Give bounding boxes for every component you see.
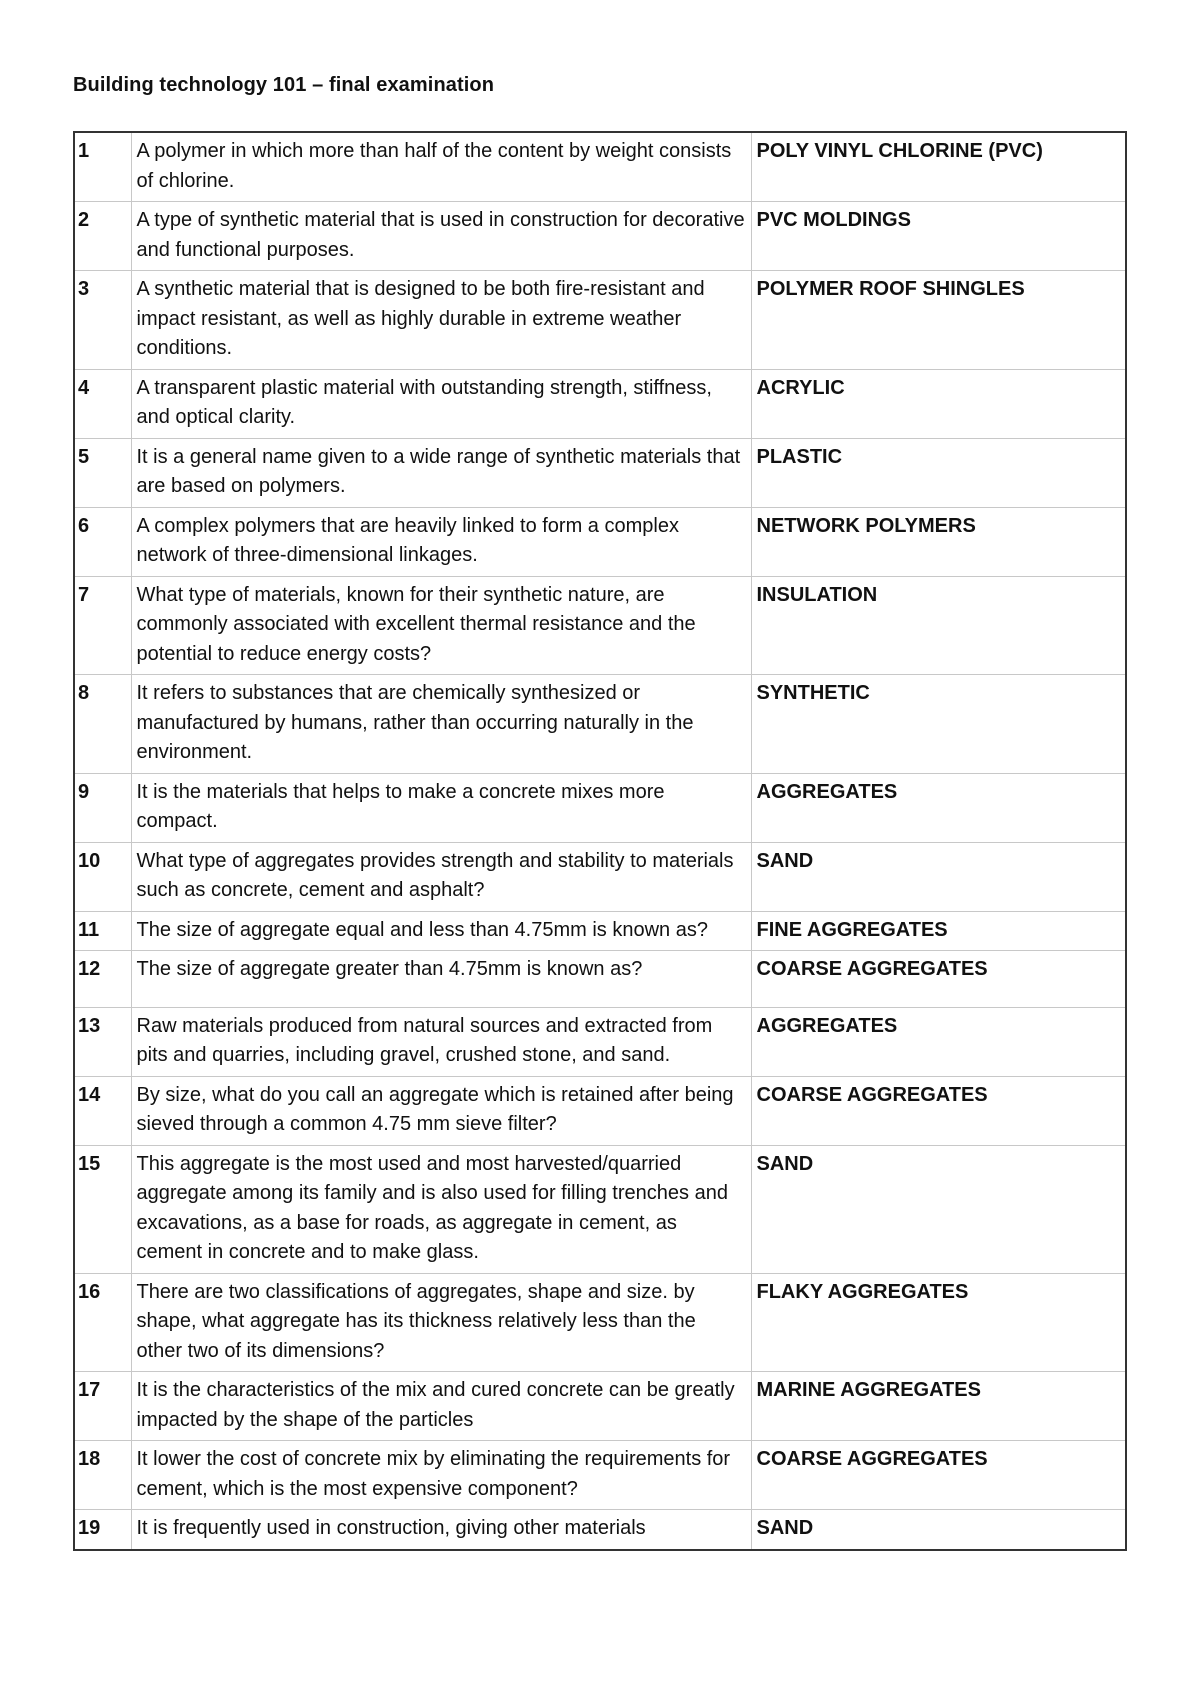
answer-text: INSULATION [751, 576, 1126, 675]
answer-text: PVC MOLDINGS [751, 202, 1126, 271]
table-row [74, 1372, 1126, 1441]
question-number: 14 [74, 1076, 131, 1145]
question-text: It is the materials that helps to make a concrete mixes more compact. [131, 773, 751, 842]
question-number: 8 [74, 675, 131, 774]
question-number: 7 [74, 576, 131, 675]
table-row [74, 1273, 1126, 1372]
question-text: By size, what do you call an aggregate which is retained after being sieved through a common 4.75 mm sieve filter? [131, 1076, 751, 1145]
question-text: What type of materials, known for their synthetic nature, are commonly associated with excellent thermal resistance and the potential to reduce energy costs? [131, 576, 751, 675]
question-number: 17 [74, 1372, 131, 1441]
question-number: 5 [74, 438, 131, 507]
question-text: The size of aggregate greater than 4.75mm is known as? [131, 951, 751, 1008]
question-number: 11 [74, 911, 131, 951]
table-row [74, 438, 1126, 507]
question-text: It refers to substances that are chemically synthesized or manufactured by humans, rather than occurring naturally in the environment. [131, 675, 751, 774]
table-row [74, 1145, 1126, 1273]
question-text: It is frequently used in construction, giving other materials [131, 1510, 751, 1550]
answer-text: FLAKY AGGREGATES [751, 1273, 1126, 1372]
question-number: 1 [74, 132, 131, 202]
question-text: It is a general name given to a wide range of synthetic materials that are based on polymers. [131, 438, 751, 507]
question-number: 15 [74, 1145, 131, 1273]
answer-text: FINE AGGREGATES [751, 911, 1126, 951]
question-text: Raw materials produced from natural sources and extracted from pits and quarries, including gravel, crushed stone, and sand. [131, 1007, 751, 1076]
answer-text: NETWORK POLYMERS [751, 507, 1126, 576]
answer-text: POLYMER ROOF SHINGLES [751, 271, 1126, 370]
question-number: 4 [74, 369, 131, 438]
answer-text: COARSE AGGREGATES [751, 951, 1126, 1008]
exam-table [73, 131, 1127, 1551]
answer-text: ACRYLIC [751, 369, 1126, 438]
question-number: 2 [74, 202, 131, 271]
question-text: It lower the cost of concrete mix by eliminating the requirements for cement, which is the most expensive component? [131, 1441, 751, 1510]
question-text: There are two classifications of aggregates, shape and size. by shape, what aggregate has its thickness relatively less than the other two of its dimensions? [131, 1273, 751, 1372]
answer-text: POLY VINYL CHLORINE (PVC) [751, 132, 1126, 202]
answer-text: SAND [751, 1145, 1126, 1273]
table-row [74, 675, 1126, 774]
table-row [74, 132, 1126, 202]
table-row [74, 773, 1126, 842]
question-number: 18 [74, 1441, 131, 1510]
table-row [74, 911, 1126, 951]
question-text: A transparent plastic material with outstanding strength, stiffness, and optical clarity. [131, 369, 751, 438]
question-text: A complex polymers that are heavily linked to form a complex network of three-dimensional linkages. [131, 507, 751, 576]
table-row [74, 576, 1126, 675]
answer-text: SAND [751, 842, 1126, 911]
question-number: 3 [74, 271, 131, 370]
answer-text: SYNTHETIC [751, 675, 1126, 774]
table-row [74, 271, 1126, 370]
question-text: A type of synthetic material that is used in construction for decorative and functional purposes. [131, 202, 751, 271]
answer-text: COARSE AGGREGATES [751, 1076, 1126, 1145]
answer-text: AGGREGATES [751, 773, 1126, 842]
answer-text: MARINE AGGREGATES [751, 1372, 1126, 1441]
question-number: 13 [74, 1007, 131, 1076]
table-row [74, 842, 1126, 911]
question-text: A polymer in which more than half of the content by weight consists of chlorine. [131, 132, 751, 202]
answer-text: PLASTIC [751, 438, 1126, 507]
document-title: Building technology 101 – final examination [73, 74, 495, 96]
answer-text: SAND [751, 1510, 1126, 1550]
table-row [74, 202, 1126, 271]
question-number: 10 [74, 842, 131, 911]
question-number: 12 [74, 951, 131, 1008]
question-text: What type of aggregates provides strength and stability to materials such as concrete, cement and asphalt? [131, 842, 751, 911]
answer-text: AGGREGATES [751, 1007, 1126, 1076]
table-row [74, 1076, 1126, 1145]
table-row [74, 507, 1126, 576]
question-number: 6 [74, 507, 131, 576]
table-row [74, 951, 1126, 1008]
table-row [74, 1510, 1126, 1550]
table-row [74, 369, 1126, 438]
question-text: A synthetic material that is designed to be both fire-resistant and impact resistant, as well as highly durable in extreme weather conditions. [131, 271, 751, 370]
question-text: This aggregate is the most used and most harvested/quarried aggregate among its family and is also used for filling trenches and excavations, as a base for roads, as aggregate in cement, as cement in concrete and to make glass. [131, 1145, 751, 1273]
question-number: 19 [74, 1510, 131, 1550]
question-number: 9 [74, 773, 131, 842]
question-text: The size of aggregate equal and less than 4.75mm is known as? [131, 911, 751, 951]
answer-text: COARSE AGGREGATES [751, 1441, 1126, 1510]
question-text: It is the characteristics of the mix and cured concrete can be greatly impacted by the shape of the particles [131, 1372, 751, 1441]
table-row [74, 1007, 1126, 1076]
table-row [74, 1441, 1126, 1510]
question-number: 16 [74, 1273, 131, 1372]
